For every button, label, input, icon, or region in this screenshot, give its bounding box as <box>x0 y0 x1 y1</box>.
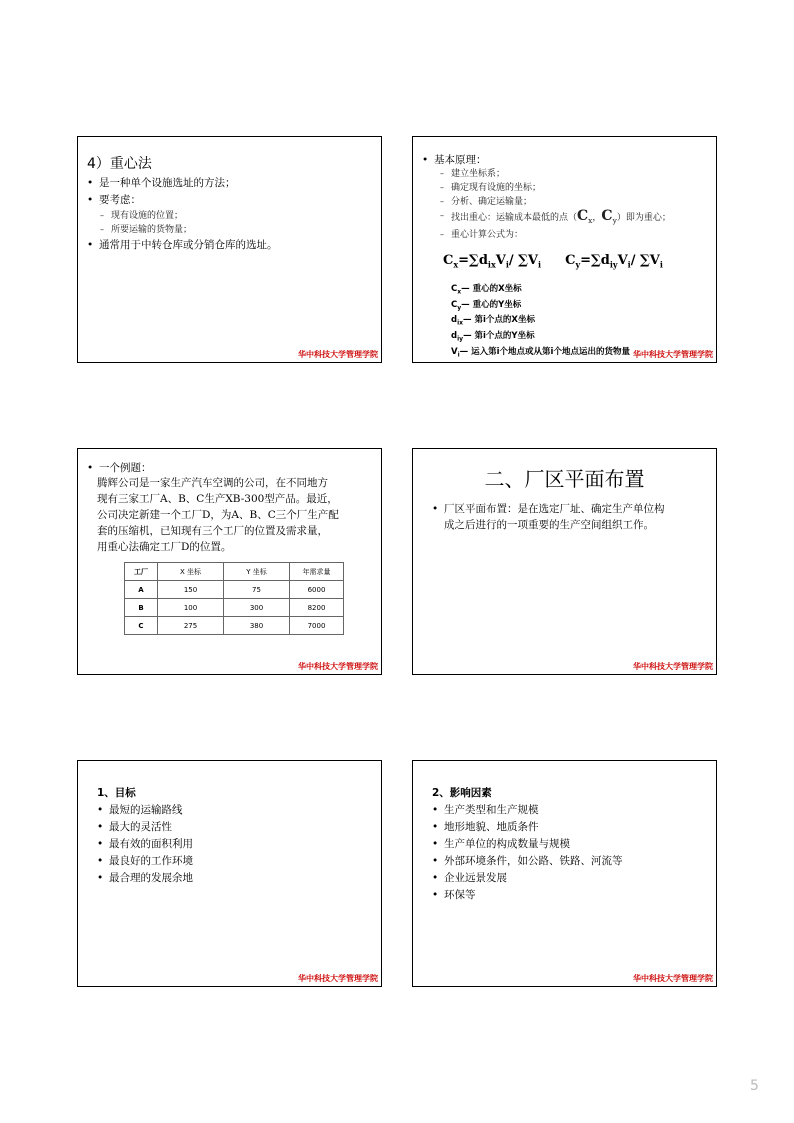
definition-row: $d_{ix}—$ 第i个点的X坐标 <box>451 315 535 328</box>
section-heading: 2、影响因素 <box>432 787 492 799</box>
table-cell: 75 <box>224 581 290 599</box>
sub-item: – 重心计算公式为： <box>439 228 708 242</box>
text-line: 公司决定新建一个工厂D，为A、B、C三个厂生产配 <box>97 509 339 521</box>
subscript: y <box>612 215 617 225</box>
definition-row: $V_i—$ 运入第i个地点或从第i个地点运出的货物量 <box>451 346 630 359</box>
slide-footer: 华中科技大学管理学院 <box>633 662 713 671</box>
text-part: ， <box>592 213 602 223</box>
table-cell: 380 <box>224 617 290 635</box>
definition-row: $C_y—$ 重心的Y坐标 <box>451 299 522 312</box>
symbol-cx: C <box>577 208 589 224</box>
bullet-item: • 最短的运输路线 <box>97 802 373 819</box>
column-header: 年需求量 <box>290 563 344 581</box>
table-row <box>125 617 344 635</box>
symbol-cy: C <box>601 208 613 224</box>
table-row <box>125 599 344 617</box>
sub-item: – 建立坐标系； <box>439 167 708 181</box>
table-header-row <box>125 563 344 581</box>
bullet-item: • 最良好的工作环境 <box>97 853 373 870</box>
slide-influencing-factors <box>412 760 717 987</box>
text-part: 找出重心：运输成本最低的点（ <box>451 213 578 223</box>
text-line: 成之后进行的一项重要的生产空间组织工作。 <box>444 519 654 531</box>
bullet-item: • 企业远景发展 <box>432 870 708 887</box>
bullet-item: • 外部环境条件，如公路、铁路、河流等 <box>432 853 708 870</box>
definition-row: $C_x—$ 重心的X坐标 <box>451 284 522 296</box>
bullet-item: • 一个例题： <box>87 461 373 475</box>
bullet-item: • 环保等 <box>432 887 708 904</box>
slide-title: 二、厂区平面布置 <box>484 467 645 491</box>
sub-item: – 分析、确定运输量； <box>439 195 708 209</box>
slide-example-problem <box>77 448 382 675</box>
subscript: x <box>588 215 593 225</box>
formula-definitions <box>451 283 630 361</box>
page-number: 5 <box>750 1078 759 1094</box>
bullet-item: • 最大的灵活性 <box>97 819 373 836</box>
slide-center-of-gravity-method <box>77 136 382 363</box>
table-cell: 7000 <box>290 617 344 635</box>
slide-footer: 华中科技大学管理学院 <box>298 974 378 983</box>
text-line: • 厂区平面布置：是在选定厂址、确定生产单位构 <box>444 503 665 515</box>
slide-objectives <box>77 760 382 987</box>
plant-data-table <box>124 562 344 635</box>
bullet-item <box>87 192 373 237</box>
table-cell: 150 <box>158 581 224 599</box>
sub-item-find-center <box>439 209 708 228</box>
sub-item: – 所要运输的货物量； <box>99 223 373 237</box>
sub-item: – 确定现有设施的坐标； <box>439 181 708 195</box>
table-cell: B <box>125 599 158 617</box>
slide-footer: 华中科技大学管理学院 <box>633 350 713 359</box>
slide-title: 4）重心法 <box>87 156 152 172</box>
table-cell: 100 <box>158 599 224 617</box>
table-cell: A <box>125 581 158 599</box>
text-line: 腾辉公司是一家生产汽车空调的公司，在不同地方 <box>97 477 328 489</box>
center-formula <box>443 253 663 270</box>
slide-plant-layout <box>412 448 717 675</box>
slide-footer: 华中科技大学管理学院 <box>298 350 378 359</box>
text-line: 用重心法确定工厂D的位置。 <box>97 541 232 553</box>
slide-basic-principle <box>412 136 717 363</box>
bullet-item: • 通常用于中转仓库或分销仓库的选址。 <box>87 237 373 254</box>
formula-cy: $C_y=\sum d_{iy}V_i/$ $\sum V_i$ <box>565 253 663 270</box>
table-cell: 8200 <box>290 599 344 617</box>
column-header: 工厂 <box>125 563 158 581</box>
bullet-item: • 是一种单个设施选址的方法； <box>87 175 373 192</box>
bullet-label: 要考虑： <box>99 194 141 206</box>
example-text <box>87 475 373 555</box>
bullet-item: • 生产单位的构成数量与规模 <box>432 836 708 853</box>
text-part: ）即为重心； <box>616 213 671 223</box>
table-cell: 275 <box>158 617 224 635</box>
table-cell: 300 <box>224 599 290 617</box>
bullet-item: • 最合理的发展余地 <box>97 870 373 887</box>
column-header: X 坐标 <box>158 563 224 581</box>
table-cell: 6000 <box>290 581 344 599</box>
slide-footer: 华中科技大学管理学院 <box>298 662 378 671</box>
text-line: 套的压缩机，已知现有三个工厂的位置及需求量， <box>97 525 328 537</box>
section-heading: 1、目标 <box>97 787 136 799</box>
sub-item: – 现有设施的位置； <box>99 209 373 223</box>
formula-cx: $C_x=\sum d_{ix}V_i/$ $\sum V_i$ <box>443 253 542 270</box>
table-row <box>125 581 344 599</box>
slide-footer: 华中科技大学管理学院 <box>633 974 713 983</box>
table-cell: C <box>125 617 158 635</box>
text-line: 现有三家工厂A、B、C生产XB-300型产品。最近， <box>97 493 338 505</box>
definition-row: $d_{iy}—$ 第i个点的Y坐标 <box>451 331 535 343</box>
bullet-item: • 地形地貌、地质条件 <box>432 819 708 836</box>
bullet-item <box>422 153 708 242</box>
bullet-label: 基本原理： <box>434 154 487 166</box>
bullet-item: • 最有效的面积利用 <box>97 836 373 853</box>
bullet-item: • 生产类型和生产规模 <box>432 802 708 819</box>
bullet-item <box>432 501 708 533</box>
column-header: Y 坐标 <box>224 563 290 581</box>
